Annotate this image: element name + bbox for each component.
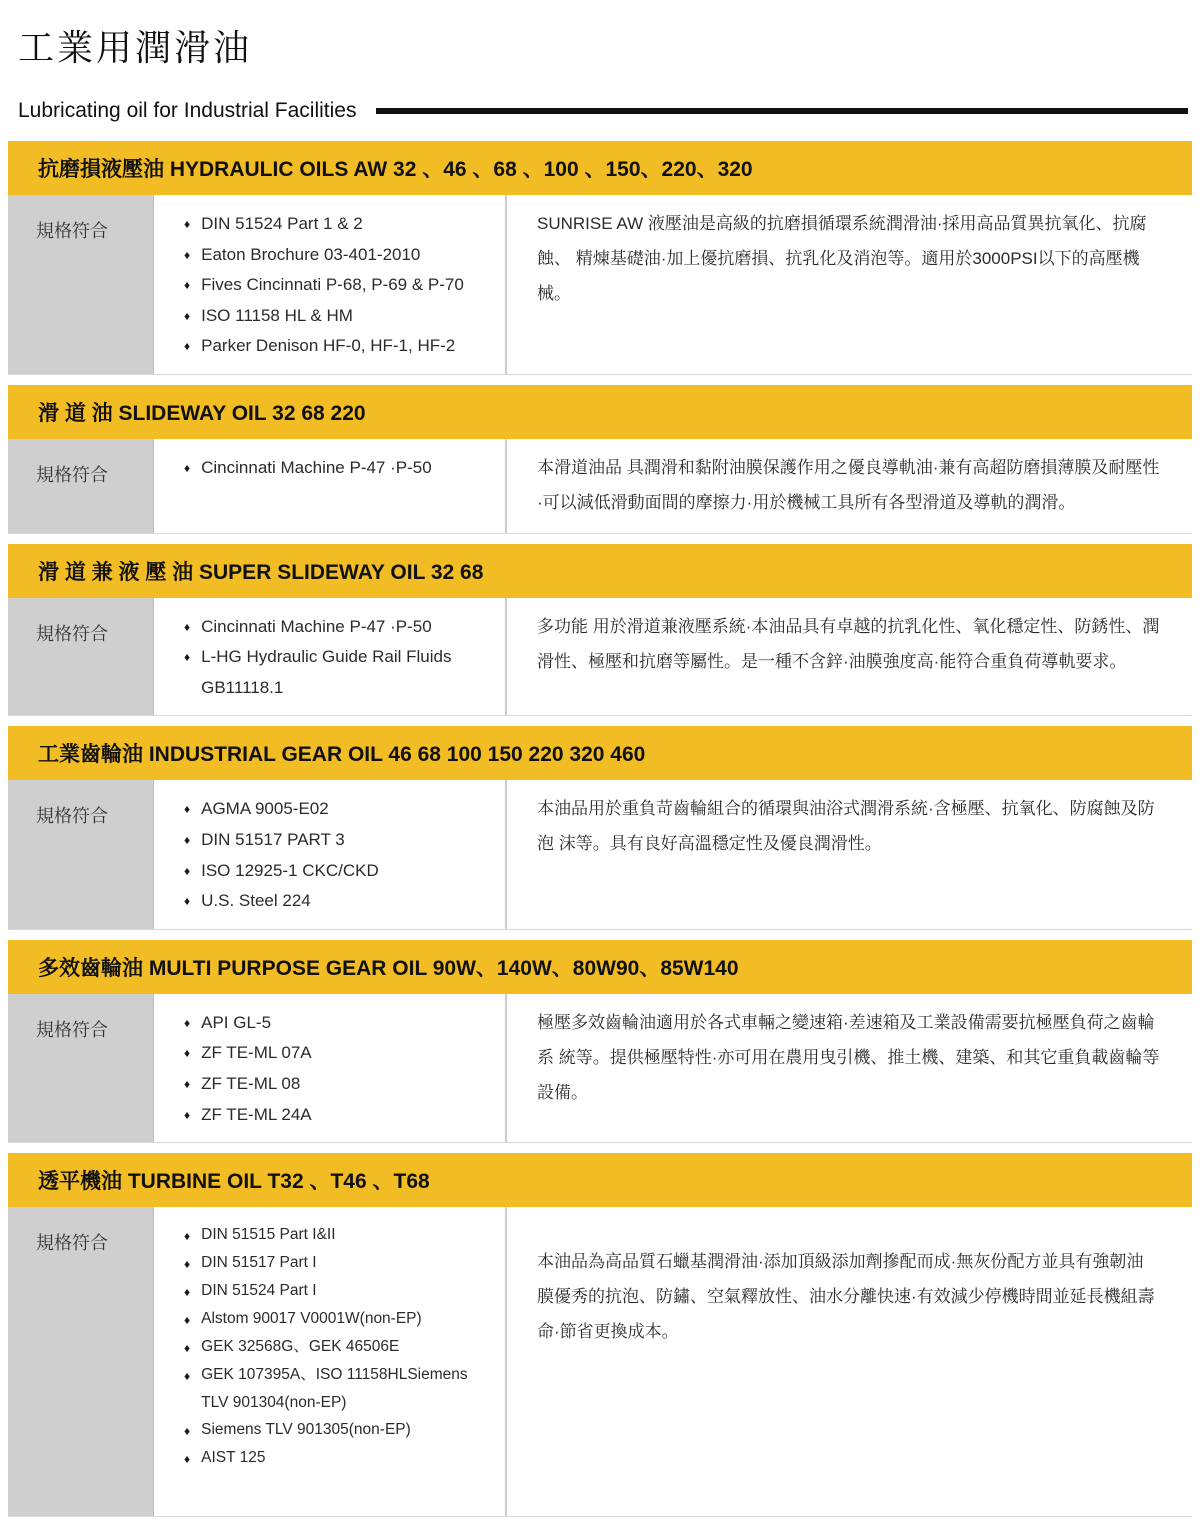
- spec-text: DIN 51524 Part 1 & 2: [201, 214, 363, 233]
- spec-text: Cincinnati Machine P-47 ·P-50: [201, 457, 432, 477]
- spec-item: [184, 1305, 493, 1333]
- spec-text: ISO 11158 HL & HM: [201, 305, 353, 325]
- spec-list: [154, 1207, 507, 1516]
- spec-list: [154, 780, 507, 928]
- page-subtitle: Lubricating oil for Industrial Facilities: [18, 99, 357, 122]
- spec-list: [154, 439, 507, 533]
- spec-text: L-HG Hydraulic Guide Rail Fluids GB11118.1: [201, 647, 452, 697]
- section-body: [8, 1207, 1192, 1517]
- spec-label: 規格符合: [8, 994, 154, 1142]
- diamond-bullet-icon: ♦: [184, 217, 191, 231]
- page-title: 工業用潤滑油: [18, 27, 253, 68]
- diamond-bullet-icon: ♦: [184, 802, 191, 817]
- diamond-bullet-icon: ♦: [184, 1424, 191, 1439]
- diamond-bullet-icon: ♦: [184, 308, 191, 323]
- section-description: 本滑道油品 具潤滑和黏附油膜保護作用之優良導軌油·兼有高超防磨損薄膜及耐壓性·可以減低滑動面間的摩擦力·用於機械工具所有各型滑道及導軌的潤滑。: [537, 457, 1160, 512]
- section-header: 透平機油 TURBINE OIL T32 、T46 、T68: [8, 1153, 1192, 1207]
- spec-item: [184, 1444, 493, 1472]
- diamond-bullet-icon: ♦: [184, 1368, 191, 1383]
- spec-text: ZF TE-ML 07A: [201, 1043, 312, 1063]
- spec-item: [184, 1100, 493, 1131]
- spec-text: U.S. Steel 224: [201, 891, 311, 911]
- spec-label: 規格符合: [8, 439, 154, 533]
- spec-item: [184, 886, 493, 917]
- section-body: [8, 780, 1192, 929]
- diamond-bullet-icon: ♦: [184, 833, 191, 848]
- diamond-bullet-icon: ♦: [184, 1229, 191, 1244]
- diamond-bullet-icon: ♦: [184, 460, 191, 475]
- spec-text: Eaton Brochure 03-401-2010: [201, 244, 421, 264]
- title-rule-line: [376, 108, 1188, 114]
- spec-text: Siemens TLV 901305(non-EP): [201, 1421, 411, 1439]
- diamond-bullet-icon: ♦: [184, 278, 191, 293]
- spec-item: [184, 612, 493, 643]
- diamond-bullet-icon: ♦: [184, 247, 191, 262]
- spec-text: GEK 107395A、ISO 11158HLSiemens TLV 901304(non-EP): [201, 1365, 468, 1411]
- spec-label: 規格符合: [8, 780, 154, 928]
- diamond-bullet-icon: ♦: [184, 1340, 191, 1355]
- spec-list: [154, 598, 507, 716]
- section-description: SUNRISE AW 液壓油是高級的抗磨損循環系統潤滑油·採用高品質異抗氧化、抗腐蝕、 精煉基礎油·加上優抗磨損、抗乳化及消泡等。適用於3000PSI以下的高壓機械。: [537, 214, 1147, 303]
- spec-item: [184, 825, 493, 856]
- spec-text: Fives Cincinnati P-68, P-69 & P-70: [201, 275, 464, 295]
- spec-text: AGMA 9005-E02: [201, 799, 329, 819]
- spec-text: Alstom 90017 V0001W(non-EP): [201, 1309, 422, 1327]
- spec-item: [184, 240, 493, 271]
- spec-item: [184, 209, 493, 240]
- diamond-bullet-icon: ♦: [184, 650, 191, 665]
- spec-text: ZF TE-ML 24A: [201, 1104, 312, 1124]
- spec-text: DIN 51517 Part I: [201, 1254, 317, 1272]
- diamond-bullet-icon: ♦: [184, 1077, 191, 1091]
- spec-text: ZF TE-ML 08: [201, 1074, 301, 1093]
- spec-text: Cincinnati Machine P-47 ·P-50: [201, 616, 432, 636]
- spec-item: [184, 794, 493, 825]
- spec-label: 規格符合: [8, 598, 154, 716]
- section-hydraulic-oils: [8, 141, 1192, 375]
- spec-item: [184, 1038, 493, 1069]
- spec-text: DIN 51517 PART 3: [201, 830, 345, 850]
- diamond-bullet-icon: ♦: [184, 863, 191, 878]
- diamond-bullet-icon: ♦: [184, 1257, 191, 1272]
- diamond-bullet-icon: ♦: [184, 1452, 191, 1467]
- diamond-bullet-icon: ♦: [184, 1312, 191, 1327]
- spec-text: GEK 32568G、GEK 46506E: [201, 1337, 400, 1355]
- section-description: 極壓多效齒輪油適用於各式車輛之變速箱·差速箱及工業設備需要抗極壓負荷之齒輪系 統等。提供極壓特性·亦可用在農用曳引機、推土機、建築、和其它重負載齒輪等設備。: [537, 1012, 1160, 1102]
- section-description: 本油品為高品質石蠟基潤滑油·添加頂級添加劑摻配而成·無灰份配方並具有強韌油膜優秀的抗泡、防鏽、空氣釋放性、油水分離快速·有效減少停機時間並延長機組壽命·節省更換成本。: [537, 1252, 1155, 1341]
- spec-text: AIST 125: [201, 1449, 266, 1467]
- section-body: [8, 195, 1192, 375]
- section-description: 本油品用於重負苛齒輪組合的循環與油浴式潤滑系統·含極壓、抗氧化、防腐蝕及防泡 沫等。具有良好高溫穩定性及優良潤滑性。: [537, 799, 1155, 854]
- spec-list: [154, 195, 507, 374]
- diamond-bullet-icon: ♦: [184, 339, 191, 354]
- spec-item: [184, 1277, 493, 1305]
- section-super-slideway-oil: [8, 544, 1192, 717]
- page-subtitle-row: [18, 99, 1188, 123]
- section-body: [8, 439, 1192, 534]
- spec-list: [154, 994, 507, 1142]
- section-industrial-gear-oil: [8, 726, 1192, 929]
- section-slideway-oil: [8, 385, 1192, 534]
- diamond-bullet-icon: ♦: [184, 1284, 191, 1299]
- spec-item: [184, 856, 493, 887]
- section-description: 多功能 用於滑道兼液壓系統·本油品具有卓越的抗乳化性、氧化穩定性、防銹性、潤滑性、極壓和抗磨等屬性。是一種不含鋅·油膜強度高·能符合重負荷導軌要求。: [537, 616, 1160, 671]
- spec-label: 規格符合: [8, 195, 154, 374]
- diamond-bullet-icon: ♦: [184, 1046, 191, 1061]
- spec-text: API GL-5: [201, 1012, 272, 1032]
- section-multi-purpose-gear-oil: [8, 940, 1192, 1143]
- spec-item: [184, 1333, 493, 1361]
- spec-item: [184, 301, 493, 332]
- spec-item: [184, 1361, 493, 1417]
- diamond-bullet-icon: ♦: [184, 619, 191, 634]
- section-header: 多效齒輪油 MULTI PURPOSE GEAR OIL 90W、140W、80W90、85W140: [8, 940, 1192, 994]
- diamond-bullet-icon: ♦: [184, 894, 191, 909]
- section-body: [8, 994, 1192, 1143]
- spec-item: [184, 453, 493, 484]
- spec-item: [184, 642, 493, 703]
- spec-item: [184, 270, 493, 301]
- spec-text: ISO 12925-1 CKC/CKD: [201, 860, 379, 880]
- diamond-bullet-icon: ♦: [184, 1015, 191, 1030]
- section-turbine-oil: [8, 1153, 1192, 1517]
- section-header: 滑 道 油 SLIDEWAY OIL 32 68 220: [8, 385, 1192, 439]
- spec-text: Parker Denison HF-0, HF-1, HF-2: [201, 336, 456, 356]
- spec-item: [184, 1416, 493, 1444]
- spec-item: [184, 1249, 493, 1277]
- spec-item: [184, 1221, 493, 1249]
- spec-text: DIN 51524 Part I: [201, 1281, 317, 1299]
- section-header: 工業齒輪油 INDUSTRIAL GEAR OIL 46 68 100 150 220 320 460: [8, 726, 1192, 780]
- section-header: 抗磨損液壓油 HYDRAULIC OILS AW 32 、46 、68 、100 、150、220、320: [8, 141, 1192, 195]
- spec-item: [184, 331, 493, 362]
- diamond-bullet-icon: ♦: [184, 1107, 191, 1122]
- section-body: [8, 598, 1192, 717]
- spec-label: 規格符合: [8, 1207, 154, 1516]
- spec-item: [184, 1008, 493, 1039]
- spec-item: [184, 1069, 493, 1100]
- spec-text: DIN 51515 Part I&II: [201, 1226, 336, 1244]
- section-header: 滑 道 兼 液 壓 油 SUPER SLIDEWAY OIL 32 68: [8, 544, 1192, 598]
